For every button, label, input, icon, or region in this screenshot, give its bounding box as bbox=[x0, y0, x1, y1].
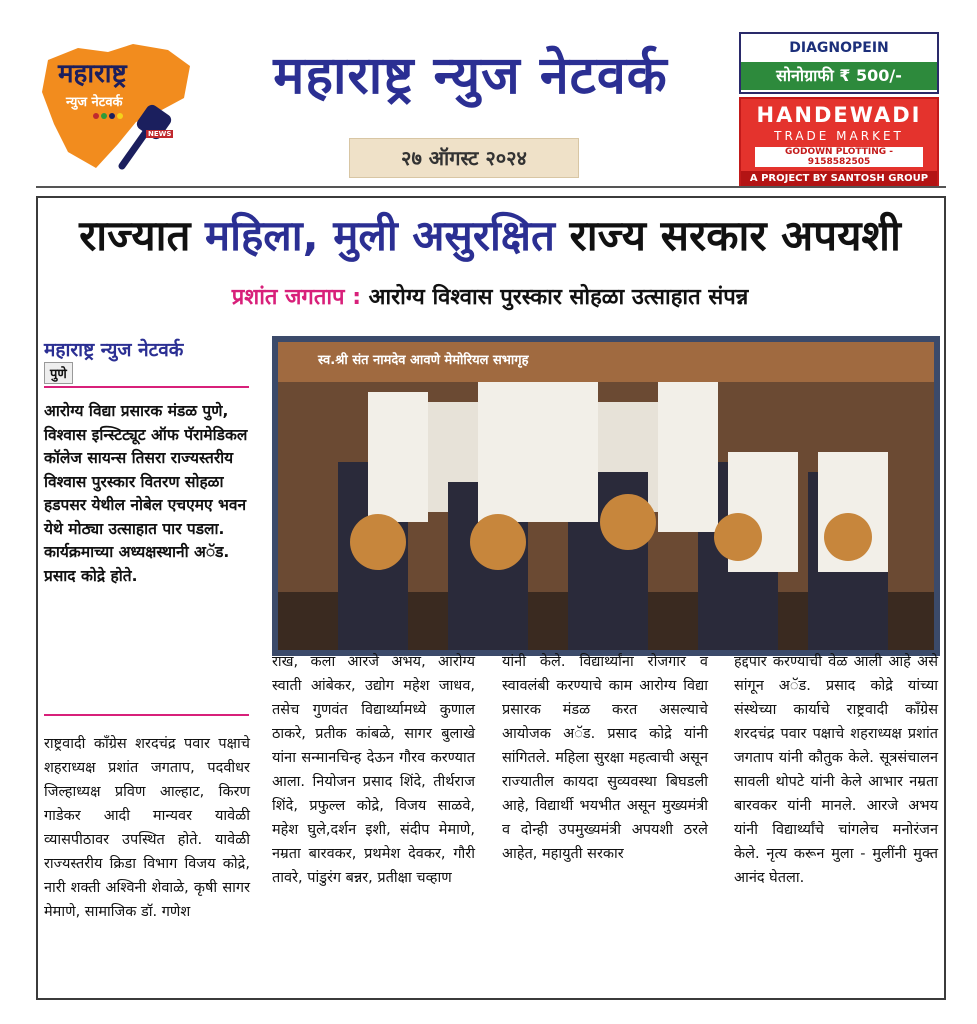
article-column-2: राख, कला आरजे अभय, आरोग्य स्वाती आंबेकर, उद्योग महेश जाधव, तसेच गुणवंत विद्यार्थ्यामध्ये कुणाल ठाकरे, प्रतीक कांबळे, सागर बुलाखे यांना सन्मानचिन्ह देऊन गौरव करण्यात आला. नियोजन प्रसाद शिंदे, तीर्थराज शिंदे, प्रफुल्ल कोद्रे, विजय साळवे, महेश घुले,दर्शन इशी, संदीप मेमाणे, नम्रता बारवकर, प्रथमेश देवकर, गौरी तावरे, पांडुरंग बन्नर, प्रतीक्षा चव्हाण bbox=[272, 654, 475, 886]
logo-title: महाराष्ट्र bbox=[58, 59, 127, 89]
article-subhead bbox=[40, 281, 940, 311]
article-column-3: यांनी केले. विद्यार्थ्यांना रोजगार व स्वावलंबी करण्याचे काम आरोग्य विद्या प्रसारक मंडळ करत असल्याचे आयोजक अॅड. प्रसाद कोद्रे यांनी सांगितले. महिला सुरक्षा महत्वाची असून राज्यातील कायदा सुव्यवस्था बिघडली आहे, विद्यार्थी भयभीत असून मुख्यमंत्री व दोन्ही उपमुख्यमंत्री अपयशी ठरले आहेत, महायुती सरकार bbox=[502, 654, 708, 862]
subhead-name: प्रशांत जगताप : bbox=[231, 285, 362, 310]
headline-part-1: राज्यात bbox=[79, 211, 206, 260]
ad-handewadi[interactable] bbox=[739, 97, 939, 187]
headline-part-3: राज्य सरकार अपयशी bbox=[554, 211, 901, 260]
issue-date: २७ ऑगस्ट २०२४ bbox=[349, 138, 579, 178]
masthead-title: महाराष्ट्र न्युज नेटवर्क bbox=[273, 46, 668, 106]
ad-diagnopein[interactable] bbox=[739, 32, 939, 94]
byline-source: महाराष्ट्र न्युज नेटवर्क bbox=[44, 339, 184, 361]
ad-handewadi-detail: GODOWN PLOTTING - 9158582505 bbox=[755, 147, 923, 167]
logo-news-tag: NEWS bbox=[148, 130, 172, 138]
intro-top-divider bbox=[44, 386, 249, 388]
headline-part-2: महिला, मुली असुरक्षित bbox=[205, 211, 555, 260]
byline-place: पुणे bbox=[44, 362, 73, 384]
article-headline bbox=[40, 206, 940, 263]
header-divider bbox=[36, 186, 946, 188]
ad-diagnopein-offer: सोनोग्राफी ₹ 500/- bbox=[741, 62, 937, 90]
ad-handewadi-sub: TRADE MARKET bbox=[774, 129, 904, 143]
ad-handewadi-tag: A PROJECT BY SANTOSH GROUP bbox=[741, 171, 937, 186]
ad-handewadi-name: HANDEWADI bbox=[756, 103, 922, 127]
photo-banner-text: स्व.श्री संत नामदेव आवणे मेमोरियल सभागृह bbox=[318, 353, 529, 368]
ad-diagnopein-brand: DIAGNOPEIN bbox=[789, 40, 889, 56]
subhead-text: आरोग्य विश्वास पुरस्कार सोहळा उत्साहात संपन्न bbox=[361, 285, 749, 310]
ceremony-photo bbox=[272, 336, 940, 656]
newspaper-logo bbox=[38, 42, 198, 170]
intro-bottom-divider bbox=[44, 714, 249, 716]
logo-subtitle: न्युज नेटवर्क bbox=[66, 95, 123, 110]
article-column-4: हद्दपार करण्याची वेळ आली आहे असे सांगून अॅड. प्रसाद कोद्रे यांच्या संस्थेच्या कार्याचे राष्ट्रवादी कॉंग्रेस शरदचंद्र पवार पक्षाचे शहराध्यक्ष प्रशांत जगताप यांनी कौतुक केले. सूत्रसंचालन सावली थोपटे यांनी केले आभार नम्रता बारवकर यांनी मानले. आरजे अभय यांनी विद्यार्थ्यांचे चांगलेच मनोरंजन केले. नृत्य करून मुला - मुलींनी मुक्त आनंद घेतला. bbox=[734, 654, 938, 886]
article-intro: आरोग्य विद्या प्रसारक मंडळ पुणे, विश्वास इन्स्टिट्यूट ऑफ पॅरामेडिकल कॉलेज सायन्स तिसरा राज्यस्तरीय विश्वास पुरस्कार वितरण सोहळा हडपसर येथील नोबेल एचएमए भवन येथे मोठ्या उत्साहात पार पडला. कार्यक्रमाच्या अध्यक्षस्थानी अॅड. प्रसाद कोद्रे होते. bbox=[44, 402, 248, 585]
article-column-1: राष्ट्रवादी कॉंग्रेस शरदचंद्र पवार पक्षाचे शहराध्यक्ष प्रशांत जगताप, पदवीधर जिल्हाध्यक्ष प्रविण आल्हाट, किरण गाडेकर आदी मान्यवर यावेळी व्यासपीठावर उपस्थित होते. यावेळी राज्यस्तरीय क्रिडा विभाग विजय कोद्रे, नारी शक्ती अश्विनी शेवाळे, कृषी सागर मेमाणे, सामाजिक डॉ. गणेश bbox=[44, 736, 250, 920]
ceremony-photo-image bbox=[278, 342, 934, 650]
